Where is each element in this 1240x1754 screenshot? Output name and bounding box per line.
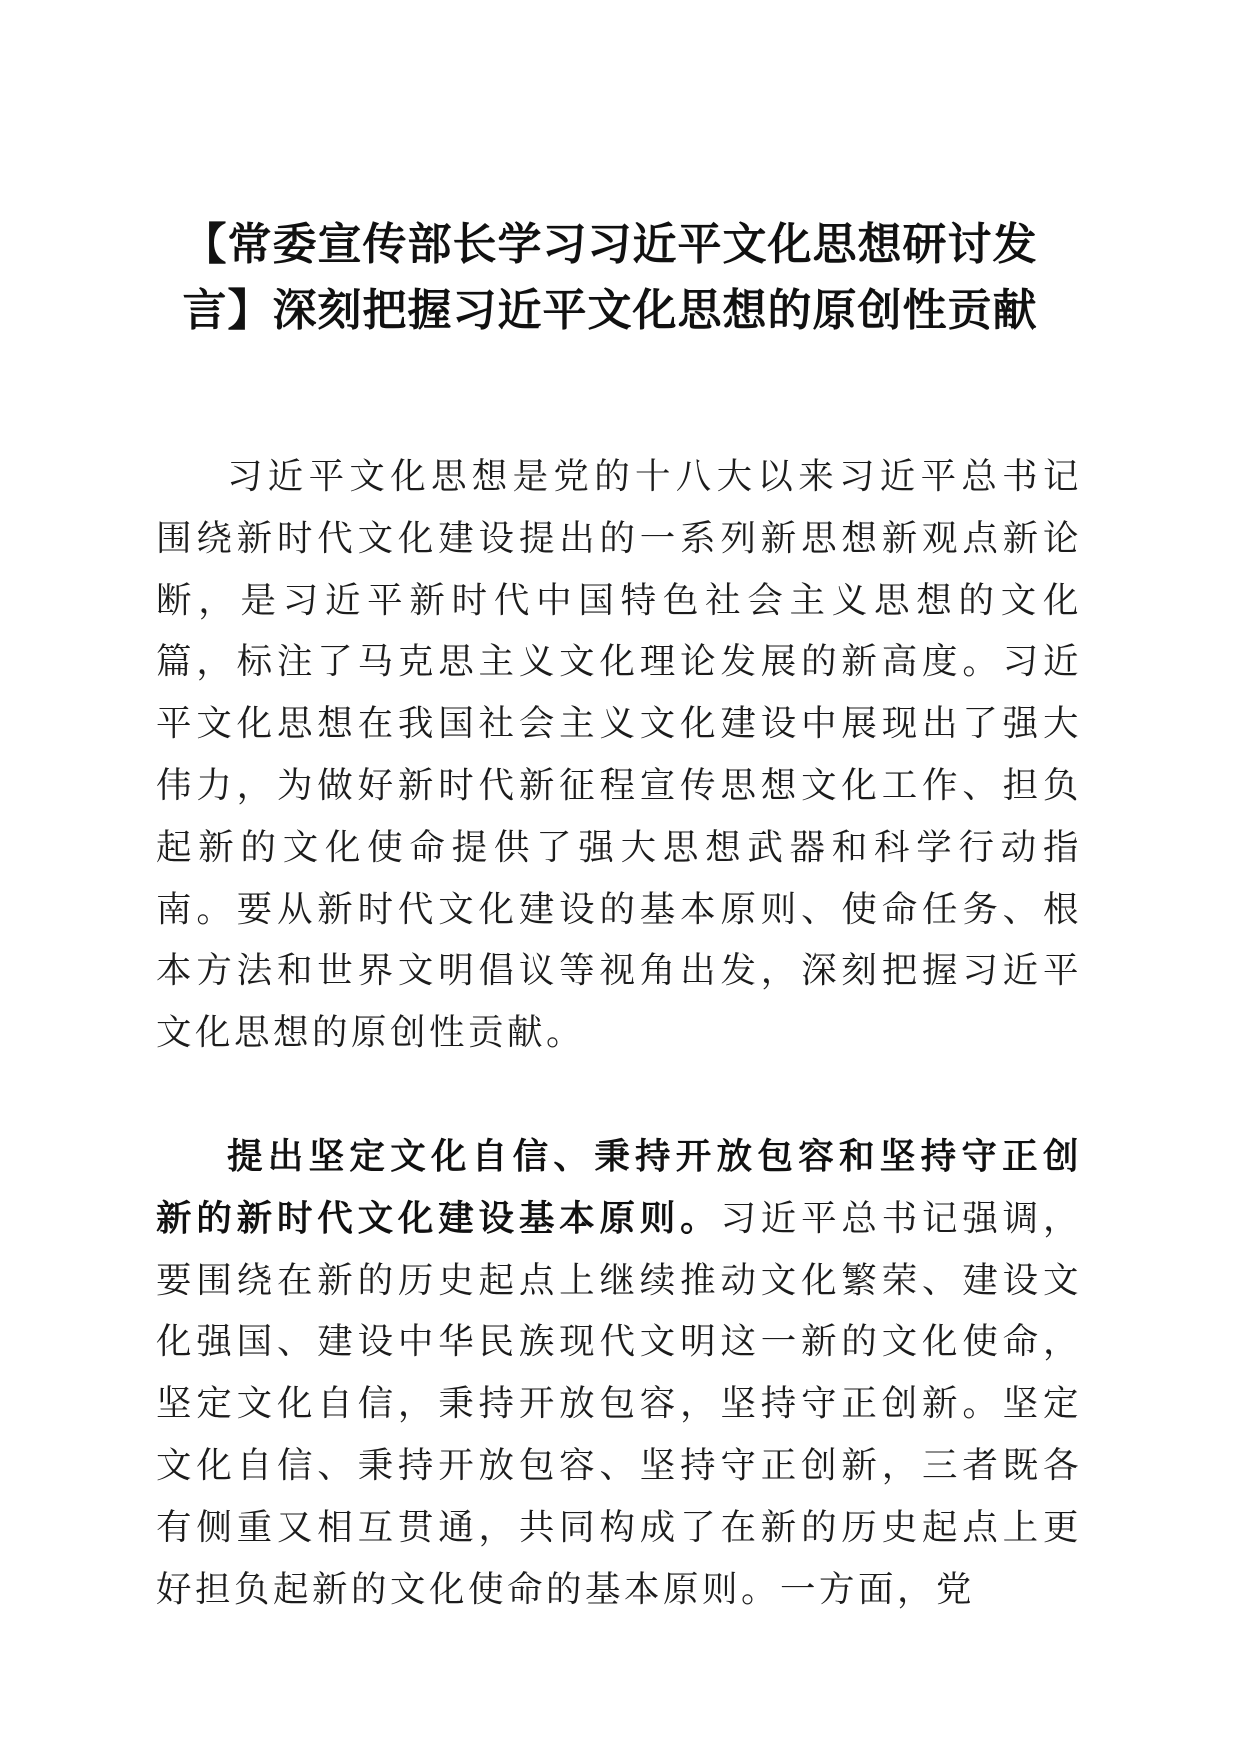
paragraph-lead: 提出坚定文化自信、秉持开放包容和坚持守正创新的新时代文化建设基本原则。 [156,1135,1082,1239]
document-body [156,446,1082,1620]
paragraph-text: 习近平文化思想是党的十八大以来习近平总书记围绕新时代文化建设提出的一系列新思想新观点新论断，是习近平新时代中国特色社会主义思想的文化篇，标注了马克思主义文化理论发展的新高度。习近平文化思想在我国社会主义文化建设中展现出了强大伟力，为做好新时代新征程宣传思想文化工作、担负起新的文化使命提供了强大思想武器和科学行动指南。要从新时代文化建设的基本原则、使命任务、根本方法和世界文明倡议等视角出发，深刻把握习近平文化思想的原创性贡献。 [156,456,1082,1054]
paragraph-principles [156,1126,1082,1620]
paragraph-intro [156,446,1082,1064]
document-title: 【常委宣传部长学习习近平文化思想研讨发言】深刻把握习近平文化思想的原创性贡献 [182,219,1038,336]
paragraph-text: 习近平总书记强调，要围绕在新的历史起点上继续推动文化繁荣、建设文化强国、建设中华民族现代文明这一新的文化使命，坚定文化自信，秉持开放包容，坚持守正创新。坚定文化自信、秉持开放包容、坚持守正创新，三者既各有侧重又相互贯通，共同构成了在新的历史起点上更好担负起新的文化使命的基本原则。一方面，党 [156,1197,1082,1610]
